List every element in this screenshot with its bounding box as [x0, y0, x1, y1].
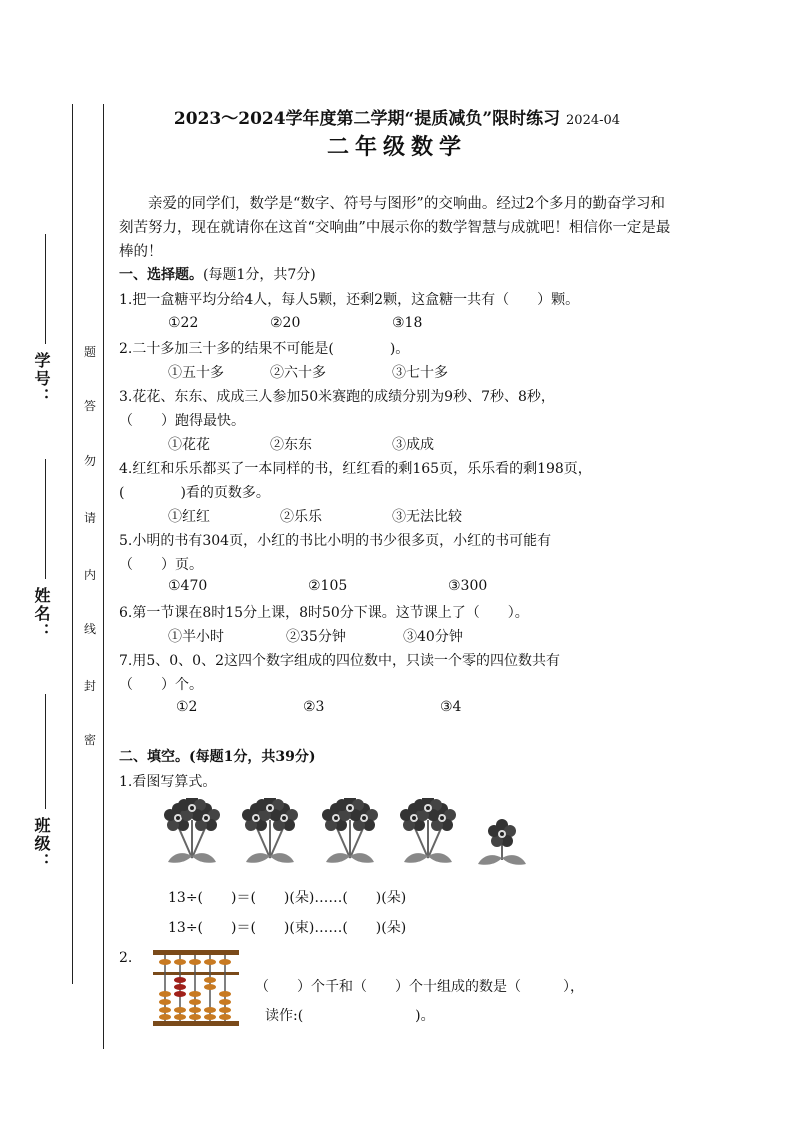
fill-question-1: 1.看图写算式。: [119, 774, 217, 790]
question-4-line1: 4.红红和乐乐都买了一本同样的书，红红看的剩165页，乐乐看的剩198页，: [119, 461, 592, 477]
seal-char: 密: [83, 733, 96, 747]
page-title: [0, 104, 794, 129]
seal-char: 勿: [83, 454, 96, 468]
seal-char: 题: [83, 345, 96, 359]
seal-char: 内: [83, 568, 96, 582]
q1-option-2[interactable]: ②20: [270, 315, 301, 331]
fill-question-2-number: 2.: [119, 950, 133, 966]
flower-bunch: [322, 798, 378, 863]
name-field[interactable]: [30, 455, 60, 641]
q3-option-1[interactable]: ①花花: [168, 437, 210, 453]
q6-option-1[interactable]: ①半小时: [168, 629, 224, 645]
equation-2[interactable]: 13÷( )＝( )(束)……( )(朵): [168, 920, 407, 936]
name-label: 姓名：: [32, 587, 51, 641]
flower-bunch: [400, 798, 456, 863]
q3-option-3[interactable]: ③成成: [392, 437, 434, 453]
question-5-line2: （ ）页。: [119, 557, 203, 573]
seal-char: 封: [83, 679, 96, 693]
q4-option-3[interactable]: ③无法比较: [392, 509, 462, 525]
class-label: 班级：: [32, 817, 51, 871]
binding-line-inner: [103, 104, 104, 1049]
class-field[interactable]: [30, 690, 60, 871]
intro-paragraph: 亲爱的同学们，数学是“数字、符号与图形”的交响曲。经过2个多月的勤奋学习和刻苦努力，现在就请你在这首“交响曲”中展示你的数学智慧与成就吧！相信你一定是最棒的！: [119, 196, 671, 260]
page-subtitle: 二年级数学: [326, 134, 467, 160]
q5-option-2[interactable]: ②105: [308, 578, 348, 594]
seal-char: 线: [83, 622, 96, 636]
flower-picture: [160, 798, 540, 870]
fill-question-2-line2[interactable]: 读作:( )。: [265, 1008, 435, 1024]
fill-question-2-line1[interactable]: （ ）个千和（ ）个十组成的数是（ ），: [255, 979, 584, 995]
student-id-field[interactable]: [30, 230, 60, 406]
q4-option-2[interactable]: ②乐乐: [280, 509, 322, 525]
q7-option-2[interactable]: ②3: [303, 699, 325, 715]
q5-option-3[interactable]: ③300: [448, 578, 488, 594]
question-7-line2: （ ）个。: [119, 677, 203, 693]
question-6: 6.第一节课在8时15分上课，8时50分下课。这节课上了（ ）。: [119, 605, 529, 621]
q1-option-3[interactable]: ③18: [392, 315, 423, 331]
title-date: 2024-04: [566, 113, 621, 128]
seal-char: 答: [83, 399, 96, 413]
abacus-picture: [153, 950, 239, 1026]
question-5-line1: 5.小明的书有304页，小红的书比小明的书少很多页，小红的书可能有: [119, 533, 552, 549]
q4-option-1[interactable]: ①红红: [168, 509, 210, 525]
student-id-label: 学号：: [32, 352, 51, 406]
flower-bunch: [242, 798, 298, 863]
q1-option-1[interactable]: ①22: [168, 315, 199, 331]
q6-option-3[interactable]: ③40分钟: [403, 629, 463, 645]
question-3-line2: （ ）跑得最快。: [119, 413, 245, 429]
binding-line-outer: [72, 104, 73, 984]
q7-option-1[interactable]: ①2: [176, 699, 198, 715]
question-2: 2.二十多加三十多的结果不可能是( )。: [119, 341, 410, 357]
question-3-line1: 3.花花、东东、成成三人参加50米赛跑的成绩分别为9秒、7秒、8秒，: [119, 389, 555, 405]
q5-option-1[interactable]: ①470: [168, 578, 208, 594]
single-flower: [478, 819, 526, 865]
question-1: 1.把一盒糖平均分给4人，每人5颗，还剩2颗，这盒糖一共有（ ）颗。: [119, 292, 580, 308]
q2-option-2[interactable]: ②六十多: [270, 365, 326, 381]
flower-bunch: [164, 798, 220, 863]
question-4-line2: ( )看的页数多。: [119, 485, 270, 501]
title-text: 2023～2024学年度第二学期“提质减负”限时练习: [173, 109, 561, 129]
seal-char: 请: [83, 511, 96, 525]
section2-heading: 二、填空。(每题1分，共39分): [119, 749, 316, 765]
q2-option-1[interactable]: ①五十多: [168, 365, 224, 381]
section1-heading: 一、选择题。(每题1分，共7分): [119, 267, 316, 283]
q7-option-3[interactable]: ③4: [440, 699, 462, 715]
equation-1[interactable]: 13÷( )＝( )(朵)……( )(朵): [168, 890, 407, 906]
q3-option-2[interactable]: ②东东: [270, 437, 312, 453]
q6-option-2[interactable]: ②35分钟: [286, 629, 346, 645]
q2-option-3[interactable]: ③七十多: [392, 365, 448, 381]
question-7-line1: 7.用5、0、0、2这四个数字组成的四位数中，只读一个零的四位数共有: [119, 653, 560, 669]
